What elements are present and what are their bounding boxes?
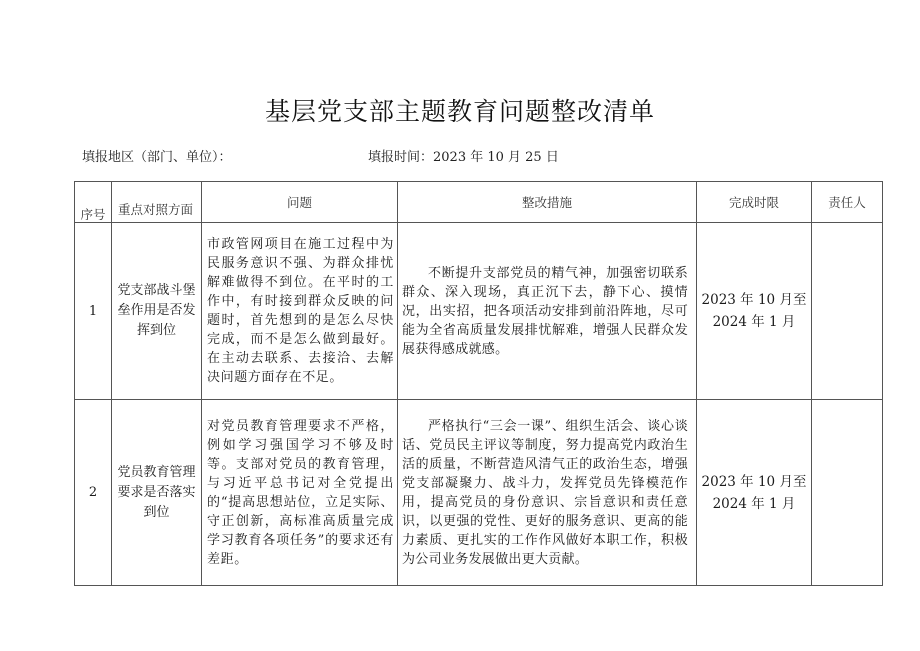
header-owner: 责任人: [812, 182, 883, 223]
header-deadline: 完成时限: [697, 182, 812, 223]
row-measures-text: 严格执行“三会一课”、组织生活会、谈心谈话、党员民主评议等制度，努力提高党内政治生活的质量，不断营造风清气正的政治生态，增强党支部凝聚力、战斗力，发挥党员先锋模范作用，提高党员的身份意识、宗旨意识和责任意识，以更强的党性、更好的服务意识、更高的能力素质、更扎实的工作作风做好本职工作，积极为公司业务发展做出更大贡献。: [402, 418, 688, 567]
row-deadline: [697, 223, 812, 400]
table-row: [75, 223, 883, 400]
deadline-start: 2023 年 10 月至: [701, 292, 807, 308]
fill-region-label: 填报地区（部门、单位）：: [82, 150, 232, 165]
header-measures: 整改措施: [398, 182, 697, 223]
row-issue: 对党员教育管理要求不严格，例如学习强国学习不够及时等。支部对党员的教育管理，与习近平总书记对全党提出的“提高思想站位，立足实际、守正创新，高标准高质量完成学习教育各项任务”的要求还有差距。: [202, 400, 398, 586]
deadline-end: 2024 年 1 月: [712, 495, 796, 512]
row-owner: [812, 223, 883, 400]
header-index: 序号: [75, 182, 112, 223]
deadline-start: 2023 年 10 月至: [701, 473, 807, 490]
row-owner: [812, 400, 883, 586]
row-measures: [398, 400, 697, 586]
deadline-end: 2024 年 1 月: [712, 314, 796, 330]
row-issue: 市政管网项目在施工过程中为民服务意识不强、为群众排忧解难做得不到位。在平时的工作中，有时接到群众反映的问题时，首先想到的是怎么尽快完成，而不是怎么做到最好。在主动去联系、去接洽、去解决问题方面存在不足。: [202, 223, 398, 400]
table-row: [75, 400, 883, 586]
row-measures: [398, 223, 697, 400]
header-focus: 重点对照方面: [112, 182, 202, 223]
header-issue: 问题: [202, 182, 398, 223]
row-measures-text: 不断提升支部党员的精气神，加强密切联系群众、深入现场，真正沉下去，静下心、摸情况，出实招，把各项活动安排到前沿阵地，尽可能为全省高质量发展排忧解难，增强人民群众发展获得感成就感。: [402, 265, 688, 357]
row-deadline: [697, 400, 812, 586]
row-focus: 党员教育管理要求是否落实到位: [112, 400, 202, 586]
row-focus: 党支部战斗堡垒作用是否发挥到位: [112, 223, 202, 400]
fill-time-label: 填报时间：2023 年 10 月 25 日: [368, 150, 559, 165]
row-index: 2: [75, 400, 112, 586]
table-header-row: [75, 182, 883, 223]
rectification-table: [74, 181, 883, 586]
page-title: 基层党支部主题教育问题整改清单: [264, 97, 655, 126]
row-index: 1: [75, 223, 112, 400]
